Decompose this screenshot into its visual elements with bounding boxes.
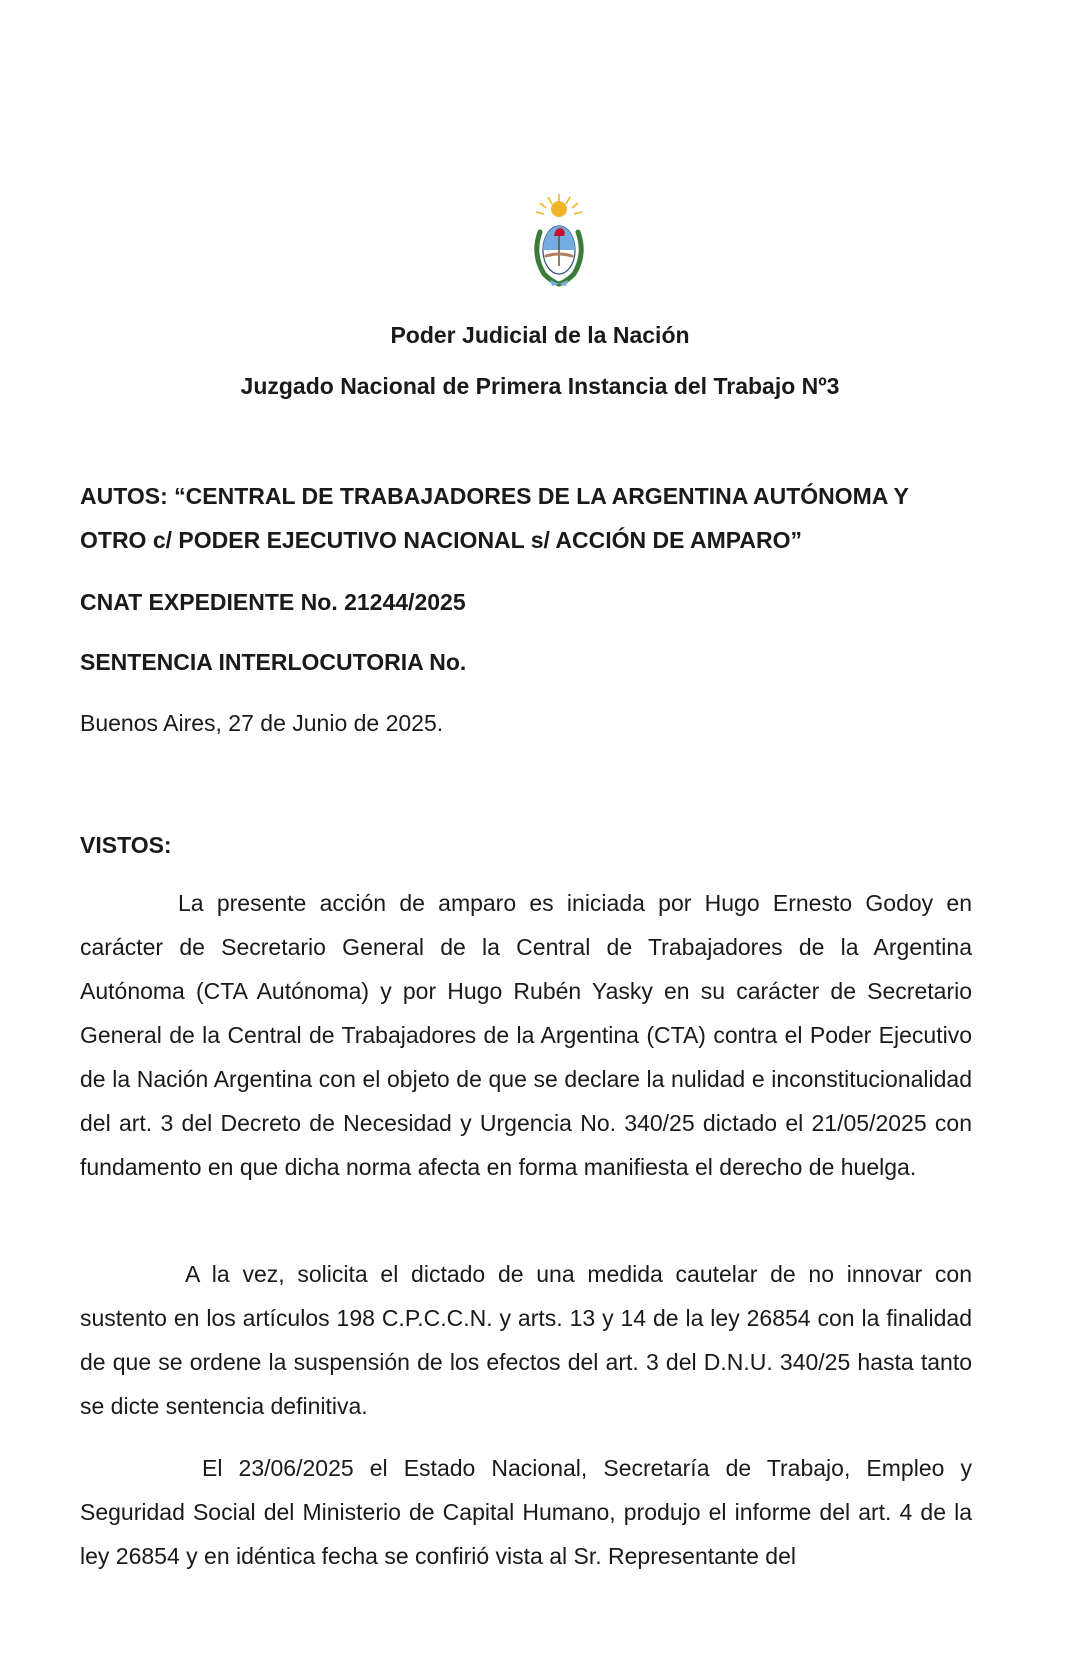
- argentina-coat-of-arms-icon: [526, 192, 592, 288]
- vistos-heading: VISTOS:: [80, 832, 172, 858]
- paragraph: A la vez, solicita el dictado de una medida cautelar de no innovar con sustento en los artículos 198 C.P.C.C.N. y arts. 13 y 14 de la ley 26854 con la finalidad de que se ordene la suspensión de los efectos del art. 3 del D.N.U. 340/25 hasta tanto se dicte sentencia definitiva.: [80, 1261, 972, 1419]
- ruling-number: SENTENCIA INTERLOCUTORIA No.: [80, 649, 467, 675]
- paragraph: El 23/06/2025 el Estado Nacional, Secretaría de Trabajo, Empleo y Seguridad Social del Ministerio de Capital Humano, produjo el informe del art. 4 de la ley 26854 y en idéntica fecha se confirió vista al Sr. Representante del: [80, 1455, 972, 1569]
- court-name: Juzgado Nacional de Primera Instancia del Trabajo Nº3: [240, 373, 840, 399]
- sun-icon: [551, 201, 567, 217]
- case-file-number: CNAT EXPEDIENTE No. 21244/2025: [80, 589, 466, 615]
- paragraph: La presente acción de amparo es iniciada por Hugo Ernesto Godoy en carácter de Secretario General de la Central de Trabajadores de la Argentina Autónoma (CTA Autónoma) y por Hugo Rubén Yasky en su carácter de Secretario General de la Central de Trabajadores de la Argentina (CTA) contra el Poder Ejecutivo de la Nación Argentina con el objeto de que se declare la nulidad e inconstitucionalidad del art. 3 del Decreto de Necesidad y Urgencia No. 340/25 dictado el 21/05/2025 con fundamento en que dicha norma afecta en forma manifiesta el derecho de huelga.: [80, 890, 972, 1180]
- institution-name: Poder Judicial de la Nación: [390, 322, 690, 348]
- case-caption: AUTOS: “CENTRAL DE TRABAJADORES DE LA ARGENTINA AUTÓNOMA Y OTRO c/ PODER EJECUTIVO NACIONAL s/ ACCIÓN DE AMPARO”: [80, 483, 909, 553]
- date-line: Buenos Aires, 27 de Junio de 2025.: [80, 710, 444, 736]
